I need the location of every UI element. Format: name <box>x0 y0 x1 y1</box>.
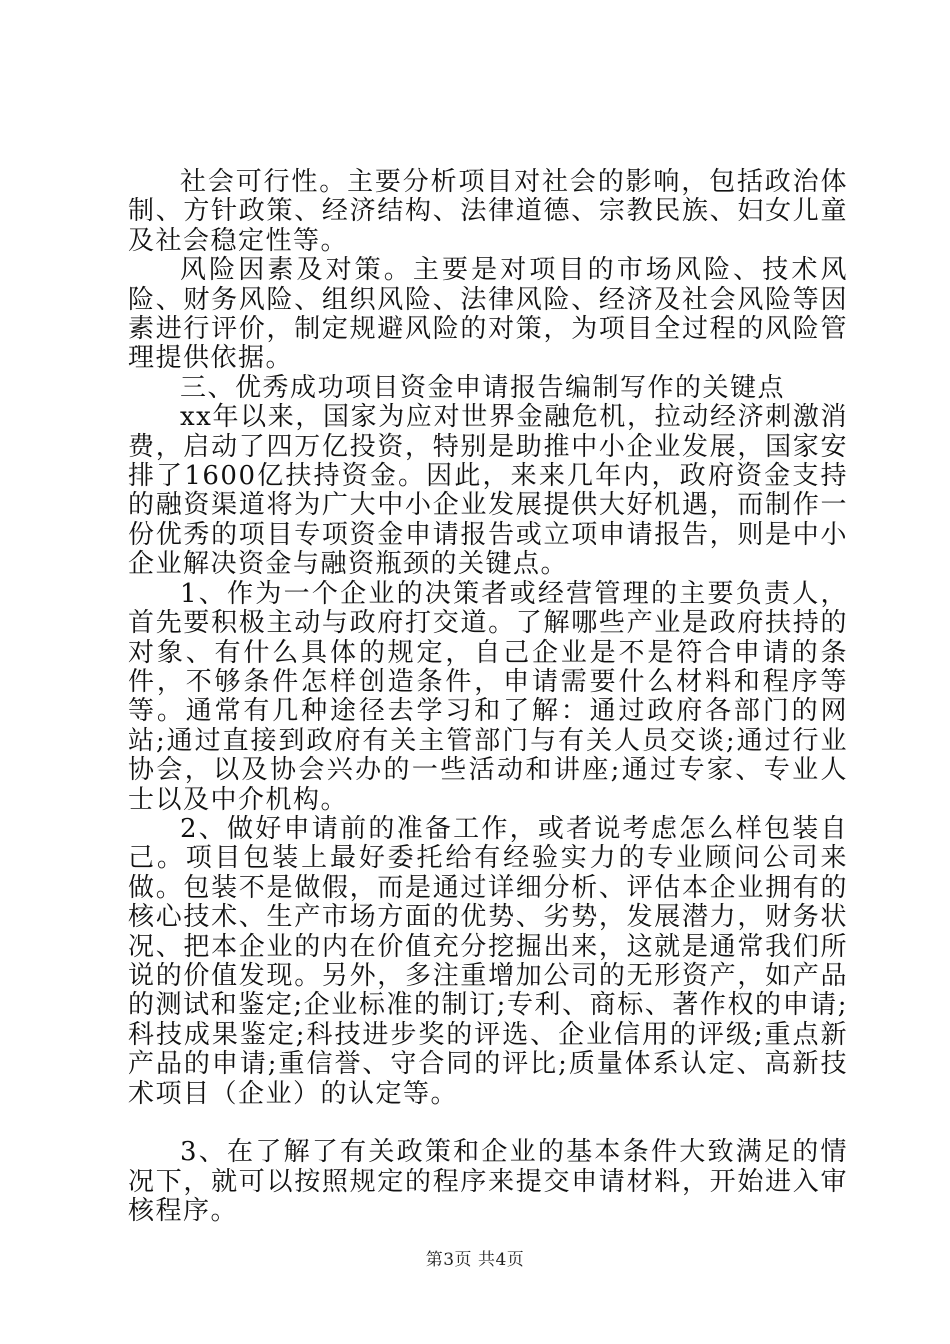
paragraph-risk-factors: 风险因素及对策。主要是对项目的市场风险、技术风险、财务风险、组织风险、法律风险、经济及社会风险等因素进行评价，制定规避风险的对策，为项目全过程的风险管理提供依据。 <box>128 255 848 374</box>
paragraph-point-2: 2、做好申请前的准备工作，或者说考虑怎么样包装自己。项目包装上最好委托给有经验实力的专业顾问公司来做。包装不是做假，而是通过详细分析、评估本企业拥有的核心技术、生产市场方面的优势、劣势，发展潜力，财务状况、把本企业的内在价值充分挖掘出来，这就是通常我们所说的价值发现。另外，多注重增加公司的无形资产，如产品的测试和鉴定;企业标准的制订;专利、商标、著作权的申请;科技成果鉴定;科技进步奖的评选、企业信用的评级;重点新产品的申请;重信誉、守合同的评比;质量体系认定、高新技术项目（企业）的认定等。 <box>128 813 848 1109</box>
paragraph-point-3: 3、在了解了有关政策和企业的基本条件大致满足的情况下，就可以按照规定的程序来提交申请材料，开始进入审核程序。 <box>128 1137 848 1227</box>
paragraph-social-feasibility: 社会可行性。主要分析项目对社会的影响，包括政治体制、方针政策、经济结构、法律道德、宗教民族、妇女儿童及社会稳定性等。 <box>128 167 848 256</box>
section-heading-key-points: 三、优秀成功项目资金申请报告编制写作的关键点 <box>180 372 786 403</box>
page-footer: 第3页 共4页 <box>425 1250 525 1270</box>
paragraph-background: xx年以来，国家为应对世界金融危机，拉动经济刺激消费，启动了四万亿投资，特别是助推中小企业发展，国家安排了1600亿扶持资金。因此，来来几年内，政府资金支持的融资渠道将为广大中小企业发展提供大好机遇，而制作一份优秀的项目专项资金申请报告或立项申请报告，则是中小企业解决资金与融资瓶颈的关键点。 <box>128 402 848 580</box>
paragraph-point-1: 1、作为一个企业的决策者或经营管理的主要负责人，首先要积极主动与政府打交道。了解哪些产业是政府扶持的对象、有什么具体的规定，自己企业是不是符合申请的条件，不够条件怎样创造条件，申请需要什么材料和程序等等。通常有几种途径去学习和了解：通过政府各部门的网站;通过直接到政府有关主管部门与有关人员交谈;通过行业协会，以及协会兴办的一些活动和讲座;通过专家、专业人士以及中介机构。 <box>128 578 848 815</box>
document-body <box>128 168 848 1227</box>
